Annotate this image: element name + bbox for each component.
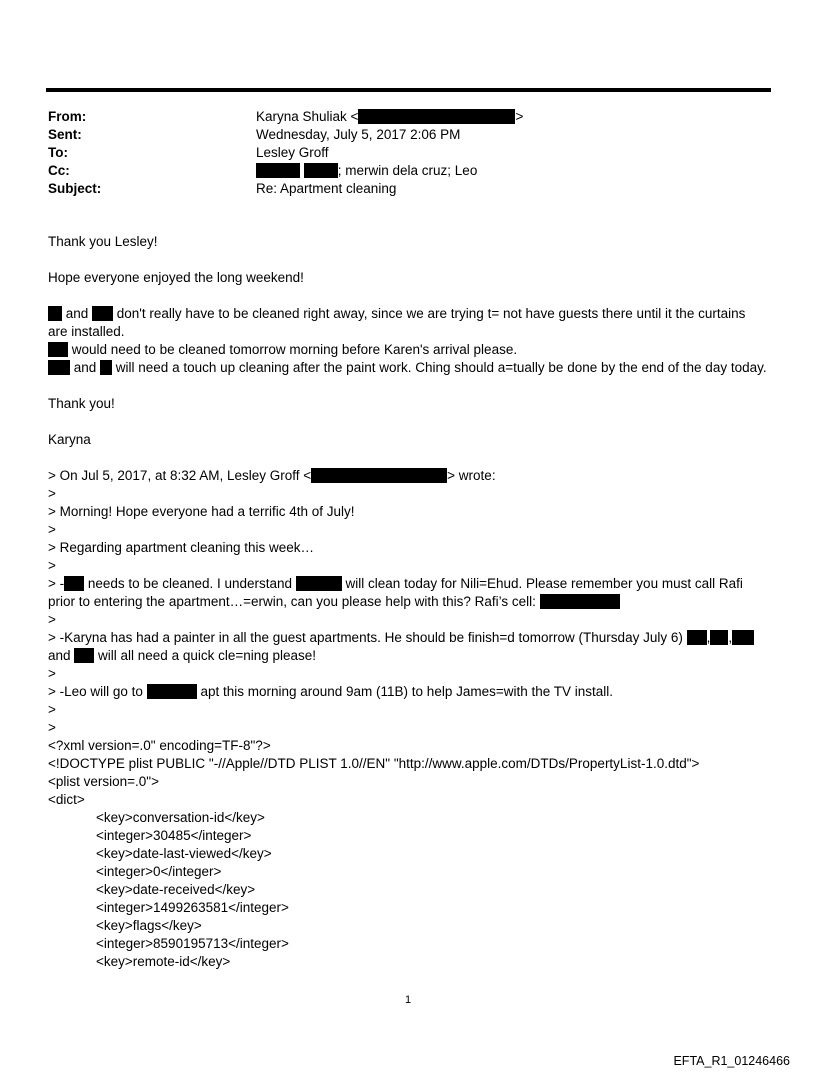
redaction xyxy=(687,630,707,645)
plist-line: <integer>30485</integer> xyxy=(96,828,252,843)
quote-marker: > xyxy=(48,666,56,681)
greeting: Thank you Lesley! xyxy=(48,234,158,249)
cc-label: Cc: xyxy=(48,163,70,178)
thanks-line: Thank you! xyxy=(48,396,115,411)
plist-line: <integer>0</integer> xyxy=(96,864,222,879)
redaction xyxy=(540,594,620,609)
email-body xyxy=(48,233,768,971)
quoted-line-1: > - needs to be cleaned. I understand will clean today for Nili=Ehud. Please remember you must call Rafi prior to entering the apartment…=erwin, can you please help with this? Rafi’s cell: xyxy=(48,576,743,609)
paragraph-1: and don't really have to be cleaned right away, since we are trying t= not have guests there until it the curtains are installed. xyxy=(48,306,746,339)
plist-line: <integer>1499263581</integer> xyxy=(96,900,289,915)
redaction xyxy=(48,306,62,321)
plist-line: <key>conversation-id</key> xyxy=(96,810,265,825)
quoted-line-2: > -Karyna has had a painter in all the guest apartments. He should be finish=d tomorrow (Thursday July 6) , , and will all need a quick cle=ning please! xyxy=(48,629,768,665)
plist-dict-open: <dict> xyxy=(48,792,85,807)
quoted-attribution: > On Jul 5, 2017, at 8:32 AM, Lesley Groff < > wrote: xyxy=(48,468,496,483)
redaction xyxy=(48,342,68,357)
to-value: Lesley Groff xyxy=(256,145,329,160)
plist-line: <key>remote-id</key> xyxy=(96,954,231,969)
subject-value: Re: Apartment cleaning xyxy=(256,181,397,196)
cc-value: ; merwin dela cruz; Leo xyxy=(256,162,477,180)
subject-label: Subject: xyxy=(48,181,102,196)
paragraph-2: would need to be cleaned tomorrow morning before Karen's arrival please. xyxy=(48,341,768,359)
redaction xyxy=(64,576,84,591)
page-number: 1 xyxy=(404,994,412,1006)
header-rule xyxy=(46,88,771,92)
paragraph-3: and will need a touch up cleaning after the paint work. Ching should a=tually be done by the end of the day today. xyxy=(48,359,768,377)
plist-line: <key>flags</key> xyxy=(96,918,202,933)
sent-row xyxy=(48,126,523,144)
quoted-line-3: > -Leo will go to apt this morning around 9am (11B) to help James=with the TV install. xyxy=(48,684,614,699)
quote-marker: > xyxy=(48,612,56,627)
redaction xyxy=(256,163,300,178)
to-label: To: xyxy=(48,145,68,160)
quote-marker: > xyxy=(48,702,56,717)
hope-line: Hope everyone enjoyed the long weekend! xyxy=(48,270,304,285)
redaction xyxy=(296,576,342,591)
redaction xyxy=(74,648,94,663)
plist-doctype: <!DOCTYPE plist PUBLIC "-//Apple//DTD PLIST 1.0//EN" "http://www.apple.com/DTDs/PropertyList-1.0.dtd"> xyxy=(48,756,700,771)
document-id: EFTA_R1_01246466 xyxy=(673,1054,790,1068)
from-label: From: xyxy=(48,109,87,124)
cc-row xyxy=(48,162,523,180)
redaction xyxy=(358,109,515,124)
quoted-regarding: > Regarding apartment cleaning this week… xyxy=(48,540,315,555)
from-row xyxy=(48,108,523,126)
quote-marker: > xyxy=(48,486,56,501)
redaction xyxy=(92,306,113,321)
quote-marker: > xyxy=(48,558,56,573)
quoted-morning: > Morning! Hope everyone had a terrific 4th of July! xyxy=(48,504,355,519)
from-value: Karyna Shuliak < > xyxy=(256,109,524,124)
quote-marker: > xyxy=(48,522,56,537)
redaction xyxy=(48,360,70,375)
plist-line: <integer>8590195713</integer> xyxy=(96,936,289,951)
plist-line: <key>date-received</key> xyxy=(96,882,256,897)
redaction xyxy=(732,630,754,645)
plist-line: <key>date-last-viewed</key> xyxy=(96,846,272,861)
signature: Karyna xyxy=(48,432,91,447)
redaction xyxy=(304,163,338,178)
subject-row xyxy=(48,180,523,198)
plist-xml-decl: <?xml version=.0" encoding=TF-8"?> xyxy=(48,738,271,753)
redaction xyxy=(311,468,447,483)
redaction xyxy=(100,360,112,375)
email-header xyxy=(48,108,523,198)
redaction xyxy=(147,684,197,699)
sent-label: Sent: xyxy=(48,127,82,142)
to-row xyxy=(48,144,523,162)
sent-value: Wednesday, July 5, 2017 2:06 PM xyxy=(256,127,461,142)
plist-open: <plist version=.0"> xyxy=(48,774,159,789)
redaction xyxy=(710,630,728,645)
quote-marker: > xyxy=(48,720,56,735)
